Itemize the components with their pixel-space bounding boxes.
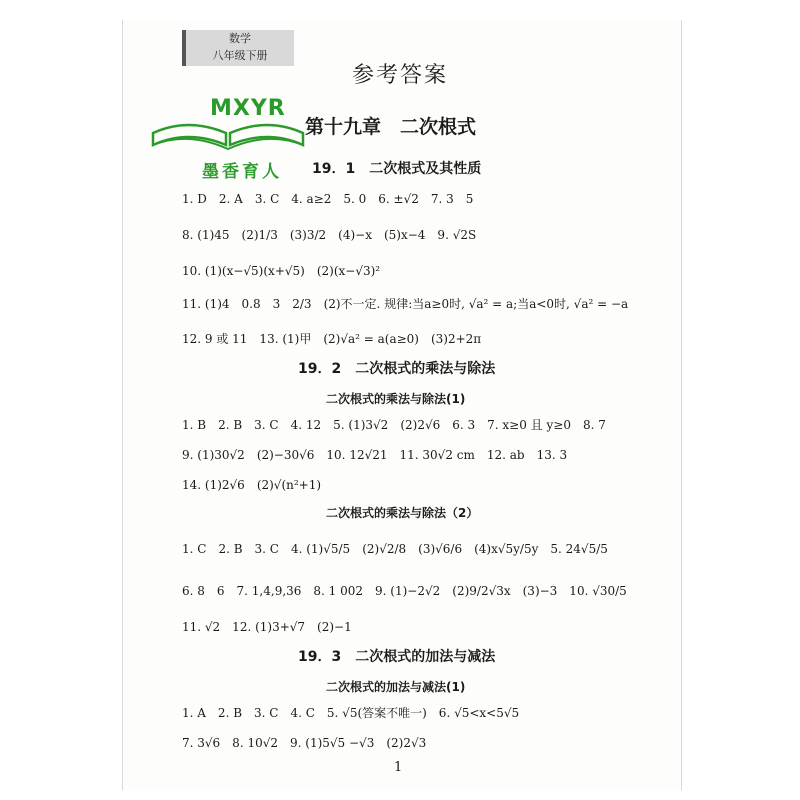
answer-line-3: 10. (1)(x−√5)(x+√5) (2)(x−√3)² [182,264,381,278]
grade-label: 八年级下册 [212,49,268,62]
section-19-1: 19．1 二次根式及其性质 [312,161,482,177]
answer-line-1: 1. D 2. A 3. C 4. a≥2 5. 0 6. ±√2 7. 3 5 [182,192,474,206]
chapter-title: 第十九章 二次根式 [305,116,477,138]
subsection-19-2-2: 二次根式的乘法与除法（2） [326,506,479,520]
answer-line-13: 7. 3√6 8. 10√2 9. (1)5√5 −√3 (2)2√3 [182,736,427,750]
section-19-3: 19．3 二次根式的加法与减法 [298,649,496,665]
subsection-19-3-1: 二次根式的加法与减法(1) [326,680,466,694]
answer-line-5: 12. 9 或 11 13. (1)甲 (2)√a² = a(a≥0) (3)2+2π [182,332,482,346]
answer-line-12: 1. A 2. B 3. C 4. C 5. √5(答案不唯一) 6. √5<x<5√5 [182,706,520,720]
logo-latin: MXYR [210,96,286,121]
section-19-2: 19．2 二次根式的乘法与除法 [298,361,496,377]
subject-label: 数学 [229,32,251,45]
page-title: 参考答案 [351,63,448,88]
logo-chinese: 墨香育人 [202,162,282,182]
subsection-19-2-1: 二次根式的乘法与除法(1) [326,392,466,406]
answer-line-4: 11. (1)4 0.8 3 2/3 (2)不一定. 规律:当a≥0时, √a² = a;当a<0时, √a² = −a [182,297,629,311]
answer-line-2: 8. (1)45 (2)1/3 (3)3/2 (4)−x (5)x−4 9. √2S [182,228,477,242]
answer-line-10: 6. 8 6 7. 1,4,9,36 8. 1 002 9. (1)−2√2 (2)9/2√3x (3)−3 10. √30/5 [182,584,627,598]
answer-line-7: 9. (1)30√2 (2)−30√6 10. 12√21 11. 30√2 cm 12. ab 13. 3 [182,448,568,462]
answer-line-11: 11. √2 12. (1)3+√7 (2)−1 [182,620,352,634]
answer-line-6: 1. B 2. B 3. C 4. 12 5. (1)3√2 (2)2√6 6. 3 7. x≥0 且 y≥0 8. 7 [182,418,606,432]
answer-line-9: 1. C 2. B 3. C 4. (1)√5/5 (2)√2/8 (3)√6/6 (4)x√5y/5y 5. 24√5/5 [182,542,608,556]
page-number: 1 [394,760,403,775]
answer-line-8: 14. (1)2√6 (2)√(n²+1) [182,478,322,492]
header-tab [182,30,294,66]
